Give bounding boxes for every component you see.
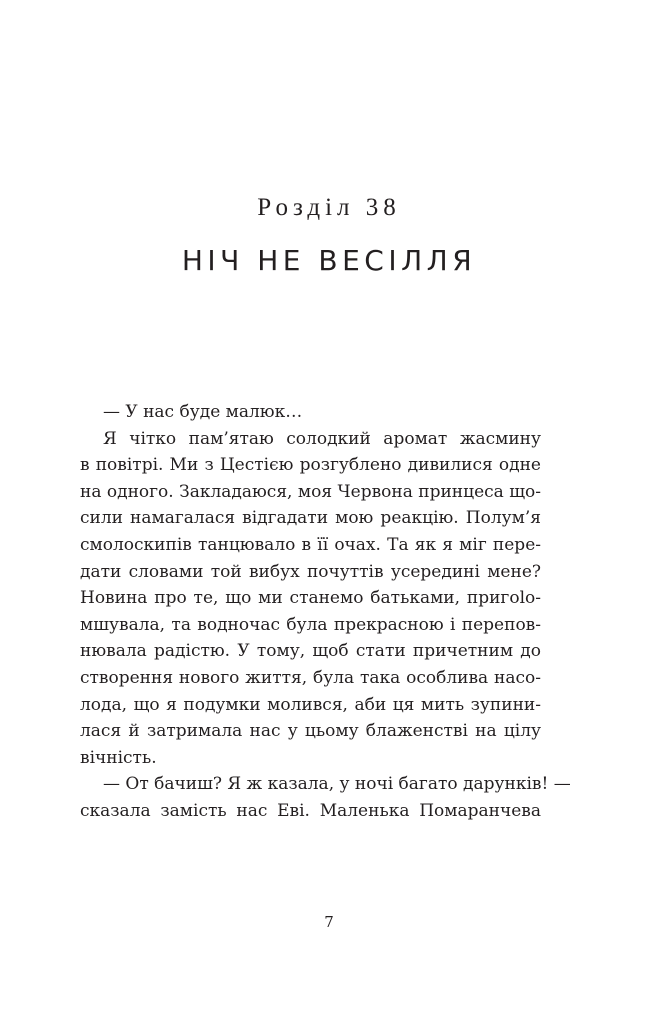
- text-line: дати словами той вибух почуттів усередині мене?: [80, 561, 541, 582]
- text-line: сказала замість нас Еві. Маленька Помаранчева: [80, 800, 541, 821]
- text-line: вічність.: [80, 747, 157, 768]
- text-line: в повітрі. Ми з Цестією розгублено дивилися одне: [80, 455, 541, 476]
- chapter-label: Розділ 38: [257, 194, 401, 221]
- text-line: лася й затримала нас у цьому блаженстві на цілу: [80, 721, 541, 742]
- text-line: — От бачиш? Я ж казала, у ночі багато дарунків! —: [103, 774, 571, 795]
- text-line: сили намагалася відгадати мою реакцію. Полум’я: [80, 508, 541, 529]
- text-line: смолоскипів танцювало в її очах. Та як я міг пере-: [80, 534, 541, 555]
- page-number: 7: [324, 913, 334, 931]
- text-line: — У нас буде малюк…: [103, 402, 303, 422]
- chapter-title: НІЧ НЕ ВЕСІЛЛЯ: [181, 244, 477, 277]
- body-text: [80, 399, 571, 825]
- text-line: Я чітко пам’ятаю солодкий аромат жасмину: [103, 428, 541, 449]
- text-line: мшувала, та водночас була прекрасною і перепов-: [80, 614, 541, 635]
- text-line: Новина про те, що ми станемо батьками, пригolo-: [80, 588, 541, 609]
- text-line: лода, що я подумки молився, аби ця мить зупини-: [80, 694, 541, 715]
- text-line: на одного. Закладаюся, моя Червона принцеса що-: [80, 481, 541, 502]
- text-line: нювала радістю. У тому, щоб стати причетним до: [80, 641, 541, 662]
- text-line: створення нового життя, була така особлива насо-: [80, 667, 541, 688]
